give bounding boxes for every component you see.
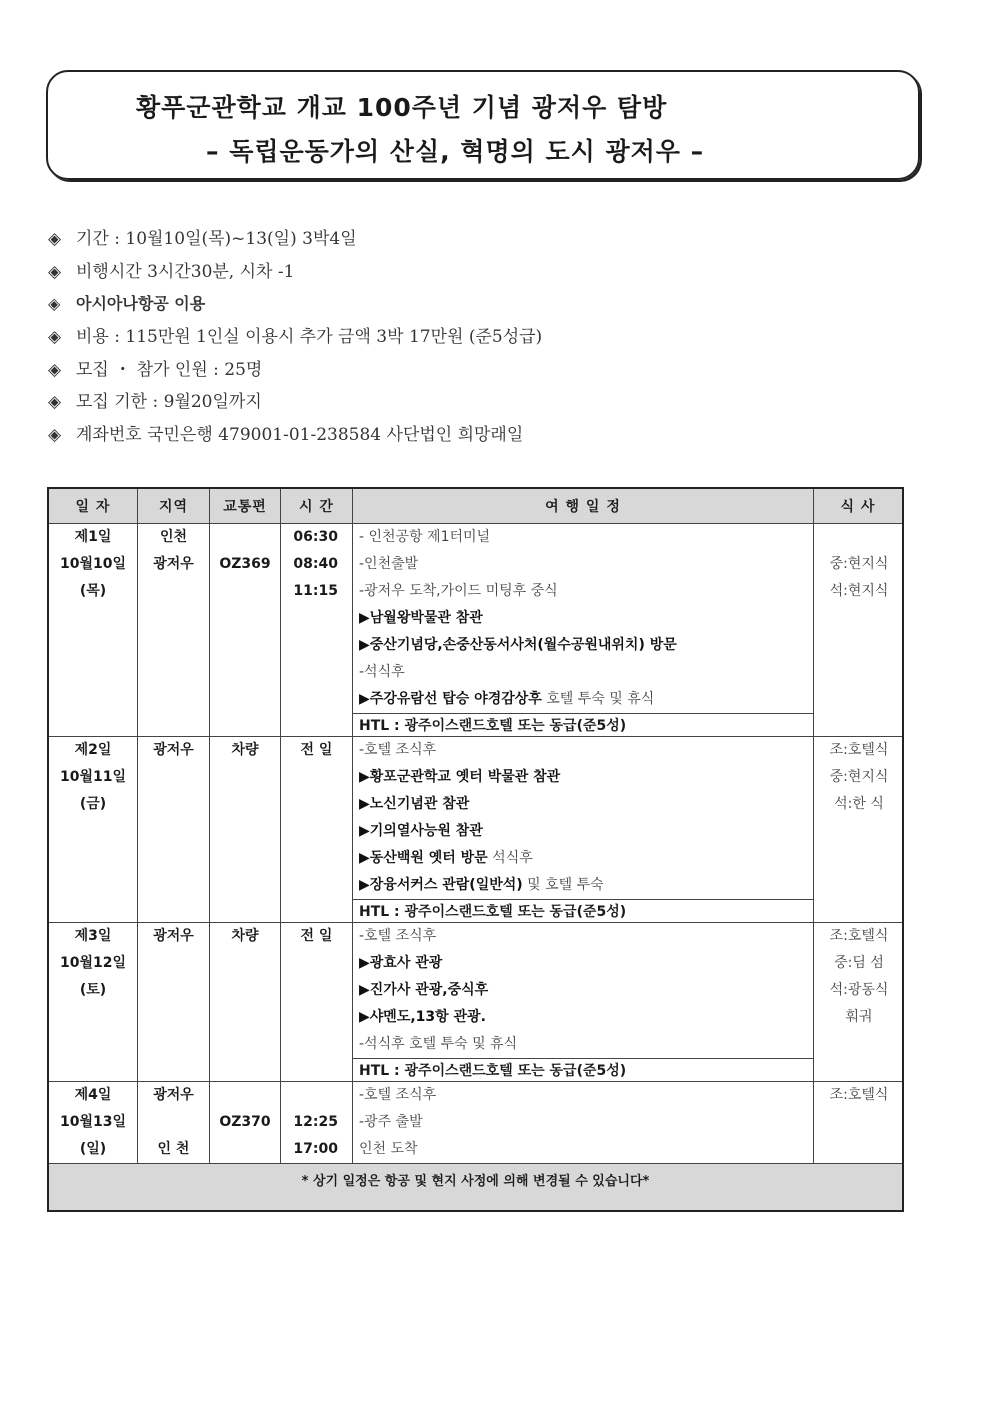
day-itinerary: -호텔 조식후 -광주 출발 인천 도착 bbox=[353, 1082, 814, 1164]
schedule-table bbox=[47, 487, 904, 1212]
table-header-row bbox=[48, 488, 903, 524]
day-region: 광저우 bbox=[138, 923, 210, 1082]
diamond-bullet-icon: ◈ bbox=[48, 359, 62, 380]
day-itinerary: -호텔 조식후 ▶황포군관학교 옛터 박물관 참관 ▶노신기념관 참관 ▶기의열사능원 참관 ▶동산백원 옛터 방문 석식후 ▶장융서커스 관람(일반석) 및 호텔 투숙 bbox=[353, 737, 814, 900]
diamond-bullet-icon: ◈ bbox=[48, 425, 62, 446]
info-item-period: ◈ 기간 : 10월10일(목)~13(일) 3박4일 bbox=[48, 226, 542, 259]
header-transport: 교통편 bbox=[210, 488, 281, 524]
day-transport: 차량 bbox=[210, 923, 281, 1082]
day-meal: 중:현지식 석:현지식 bbox=[814, 524, 904, 737]
diamond-bullet-icon: ◈ bbox=[48, 294, 61, 314]
header-time: 시 간 bbox=[281, 488, 353, 524]
day-date: 제2일 10월11일 (금) bbox=[48, 737, 138, 923]
day-date: 제4일 10월13일 (일) bbox=[48, 1082, 138, 1164]
day-transport: OZ370 bbox=[210, 1082, 281, 1164]
day-itinerary: - 인천공항 제1터미널 -인천출발 -광저우 도착,가이드 미팅후 중식 ▶남월왕박물관 참관 ▶중산기념당,손중산동서사처(월수공원내위치) 방문 -석식후 ▶주강유람선 탑승 야경감상후 호텔 투숙 및 휴식 bbox=[353, 524, 814, 714]
diamond-bullet-icon: ◈ bbox=[48, 327, 62, 348]
table-row bbox=[48, 737, 903, 900]
table-row bbox=[48, 1082, 903, 1164]
day-date: 제1일 10월10일 (목) bbox=[48, 524, 138, 737]
info-item-deadline: ◈ 모집 기한 : 9월20일까지 bbox=[48, 389, 542, 422]
header-meal: 식 사 bbox=[814, 488, 904, 524]
header-date: 일 자 bbox=[48, 488, 138, 524]
day-region: 광저우 인 천 bbox=[138, 1082, 210, 1164]
page-subtitle: – 독립운동가의 산실, 혁명의 도시 광저우 – bbox=[206, 137, 705, 166]
day-meal: 조:호텔식 bbox=[814, 1082, 904, 1164]
diamond-bullet-icon: ◈ bbox=[48, 261, 62, 282]
day-meal: 조:호텔식 중:현지식 석:한 식 bbox=[814, 737, 904, 923]
title-box bbox=[46, 70, 920, 180]
info-item-cost: ◈ 비용 : 115만원 1인실 이용시 추가 금액 3박 17만원 (준5성급) bbox=[48, 324, 542, 357]
diamond-bullet-icon: ◈ bbox=[48, 392, 62, 413]
day-hotel: HTL : 광주이스랜드호텔 또는 동급(준5성) bbox=[353, 714, 814, 737]
page-title: 황푸군관학교 개교 100주년 기념 광저우 탐방 bbox=[136, 93, 668, 122]
diamond-bullet-icon: ◈ bbox=[48, 229, 62, 249]
info-item-flight-time: ◈ 비행시간 3시간30분, 시차 -1 bbox=[48, 259, 542, 292]
day-meal: 조:호텔식 중:딤 섬 석:광동식 훠궈 bbox=[814, 923, 904, 1082]
day-region: 인천 광저우 bbox=[138, 524, 210, 737]
info-list bbox=[48, 226, 542, 455]
day-itinerary: -호텔 조식후 ▶광효사 관광 ▶진가사 관광,중식후 ▶샤멘도,13항 관광. -석식후 호텔 투숙 및 휴식 bbox=[353, 923, 814, 1059]
day-hotel: HTL : 광주이스랜드호텔 또는 동급(준5성) bbox=[353, 900, 814, 923]
footer-row bbox=[48, 1164, 903, 1212]
table-row bbox=[48, 923, 903, 1059]
day-date: 제3일 10월12일 (토) bbox=[48, 923, 138, 1082]
table-row bbox=[48, 524, 903, 714]
header-itinerary: 여 행 일 정 bbox=[353, 488, 814, 524]
info-item-participants: ◈ 모집 ・ 참가 인원 : 25명 bbox=[48, 357, 542, 390]
schedule-footnote: * 상기 일정은 항공 및 현지 사정에 의해 변경될 수 있습니다* bbox=[48, 1164, 903, 1212]
info-item-airline: ◈ 아시아나항공 이용 bbox=[48, 291, 542, 324]
day-transport: 차량 bbox=[210, 737, 281, 923]
info-item-account: ◈ 계좌번호 국민은행 479001-01-238584 사단법인 희망래일 bbox=[48, 422, 542, 455]
header-region: 지역 bbox=[138, 488, 210, 524]
day-time: 전 일 bbox=[281, 737, 353, 923]
day-time: 전 일 bbox=[281, 923, 353, 1082]
day-transport: OZ369 bbox=[210, 524, 281, 737]
day-time: 12:25 17:00 bbox=[281, 1082, 353, 1164]
day-region: 광저우 bbox=[138, 737, 210, 923]
day-hotel: HTL : 광주이스랜드호텔 또는 동급(준5성) bbox=[353, 1059, 814, 1082]
day-time: 06:30 08:40 11:15 bbox=[281, 524, 353, 737]
